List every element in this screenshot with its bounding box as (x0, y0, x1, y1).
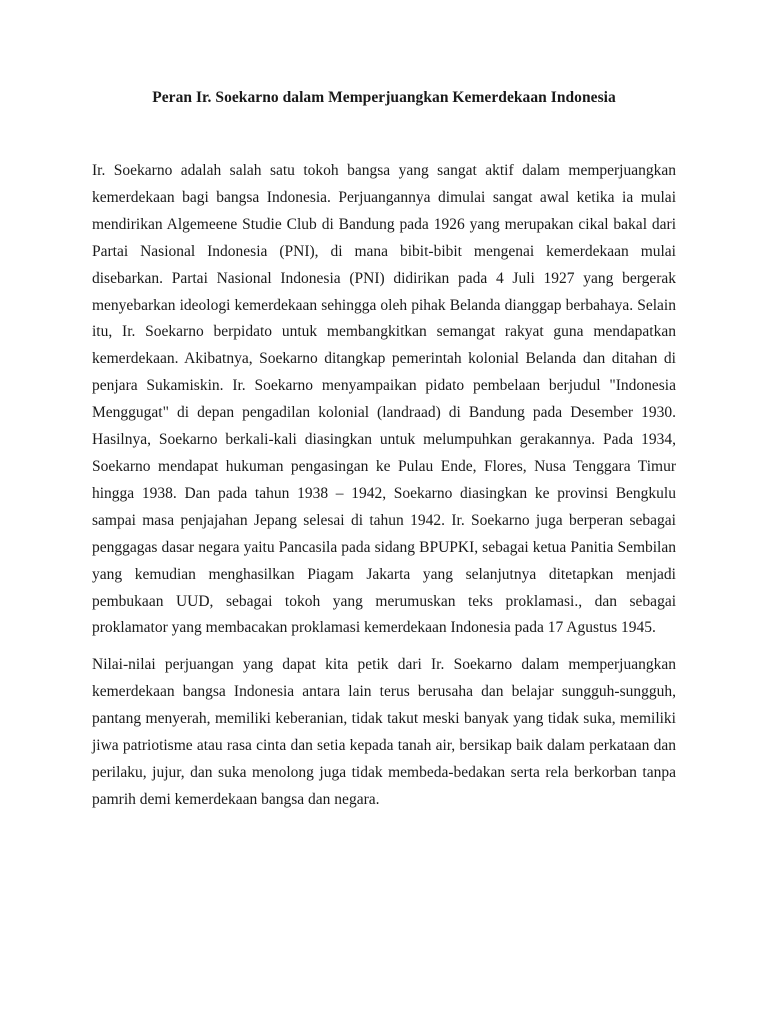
paragraph-soekarno-role: Ir. Soekarno adalah salah satu tokoh bangsa yang sangat aktif dalam memperjuangkan kemerdekaan bagi bangsa Indonesia. Perjuangannya dimulai sangat awal ketika ia mulai mendirikan Algemeene Studie Club di Bandung pada 1926 yang merupakan cikal bakal dari Partai Nasional Indonesia (PNI), di mana bibit-bibit mengenai kemerdekaan mulai disebarkan. Partai Nasional Indonesia (PNI) didirikan pada 4 Juli 1927 yang bergerak menyebarkan ideologi kemerdekaan sehingga oleh pihak Belanda dianggap berbahaya. Selain itu, Ir. Soekarno berpidato untuk membangkitkan semangat rakyat guna mendapatkan kemerdekaan. Akibatnya, Soekarno ditangkap pemerintah kolonial Belanda dan ditahan di penjara Sukamiskin. Ir. Soekarno menyampaikan pidato pembelaan berjudul "Indonesia Menggugat" di depan pengadilan kolonial (landraad) di Bandung pada Desember 1930. Hasilnya, Soekarno berkali-kali diasingkan untuk melumpuhkan gerakannya. Pada 1934, Soekarno mendapat hukuman pengasingan ke Pulau Ende, Flores, Nusa Tenggara Timur hingga 1938. Dan pada tahun 1938 – 1942, Soekarno diasingkan ke provinsi Bengkulu sampai masa penjajahan Jepang selesai di tahun 1942. Ir. Soekarno juga berperan sebagai penggagas dasar negara yaitu Pancasila pada sidang BPUPKI, sebagai ketua Panitia Sembilan yang kemudian menghasilkan Piagam Jakarta yang selanjutnya ditetapkan menjadi pembukaan UUD, sebagai tokoh yang merumuskan teks proklamasi., dan sebagai proklamator yang membacakan proklamasi kemerdekaan Indonesia pada 17 Agustus 1945. (92, 162, 676, 637)
document-body (92, 158, 676, 814)
paragraph-struggle-values: Nilai-nilai perjuangan yang dapat kita petik dari Ir. Soekarno dalam memperjuangkan kemerdekaan bangsa Indonesia antara lain terus berusaha dan belajar sungguh-sungguh, pantang menyerah, memiliki keberanian, tidak takut meski banyak yang tidak suka, memiliki jiwa patriotisme atau rasa cinta dan setia kepada tanah air, bersikap baik dalam perkataan dan perilaku, jujur, dan suka menolong juga tidak membeda-bedakan serta rela berkorban tanpa pamrih demi kemerdekaan bangsa dan negara. (92, 656, 676, 808)
document-title: Peran Ir. Soekarno dalam Memperjuangkan Kemerdekaan Indonesia (152, 89, 616, 106)
